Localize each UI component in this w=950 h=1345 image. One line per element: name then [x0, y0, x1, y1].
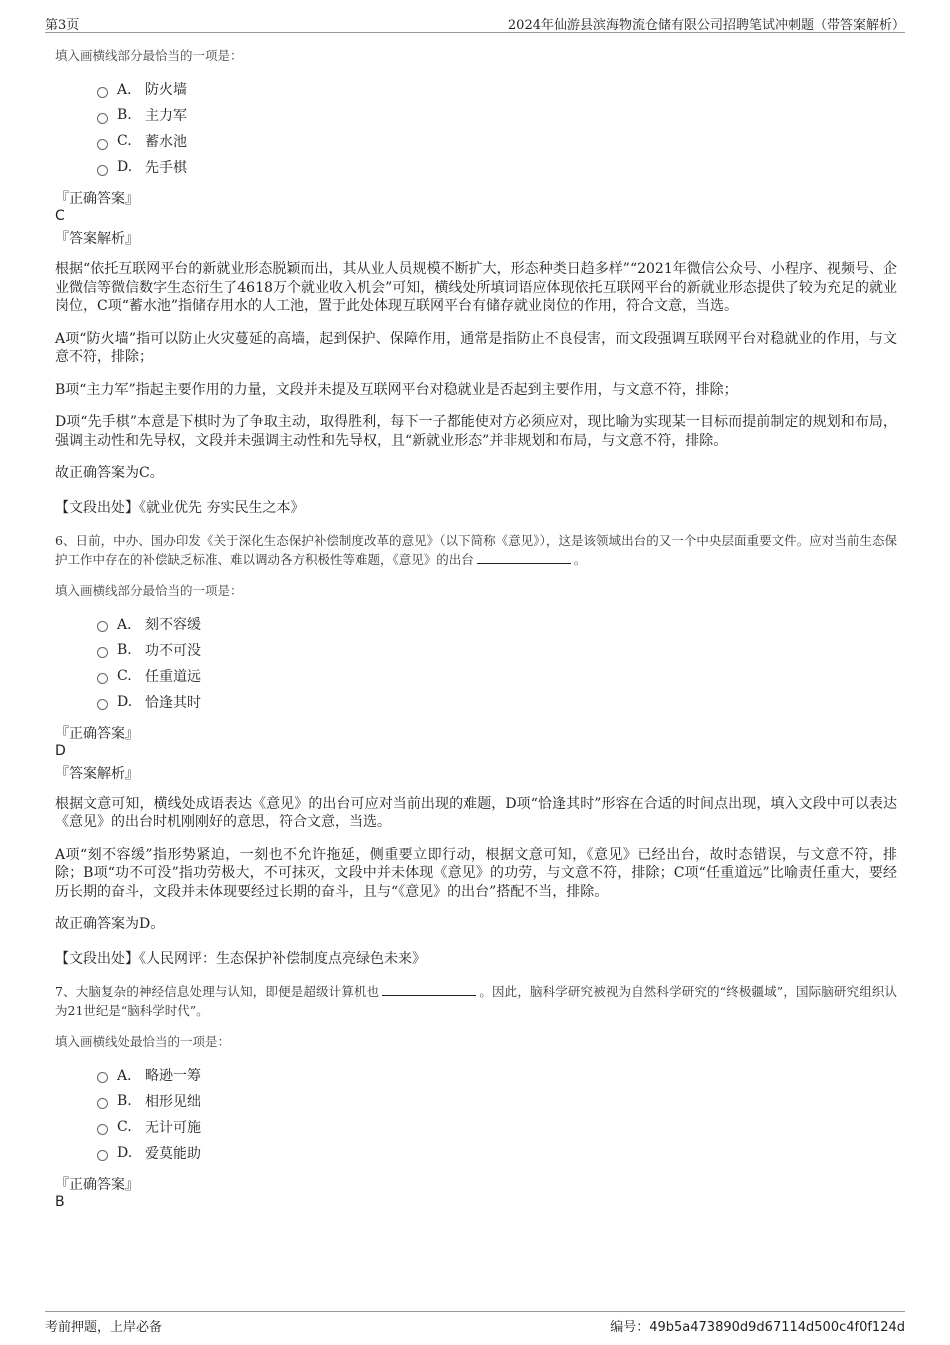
answer-label: 『正确答案』 [55, 725, 139, 742]
q5-options [97, 76, 897, 180]
option-item[interactable] [97, 1114, 897, 1140]
analysis-conclusion: 故正确答案为C。 [55, 465, 164, 481]
document-code [610, 1316, 905, 1335]
option-item[interactable] [97, 76, 897, 102]
source-citation: 【文段出处】《就业优先 夯实民生之本》 [55, 499, 305, 516]
q5-prompt: 填入画横线部分最恰当的一项是： [55, 48, 243, 63]
option-item[interactable] [97, 128, 897, 154]
option-item[interactable] [97, 1088, 897, 1114]
option-item[interactable] [97, 637, 897, 663]
option-letter: D. [117, 693, 133, 710]
option-text: 防火墙 [145, 82, 187, 98]
option-letter: A． [117, 616, 142, 633]
option-text: 略逊一筹 [145, 1067, 201, 1084]
question-stem-end: 。因此，脑科学研究被视为自然科学研究的“终极疆域”，国际脑研究组织认为21世纪是“脑科学时代”。 [55, 983, 897, 1018]
radio-icon[interactable] [97, 1124, 108, 1135]
radio-icon[interactable] [97, 1150, 108, 1161]
option-item[interactable] [97, 663, 897, 689]
option-letter: C. [117, 133, 132, 149]
option-text: 任重道远 [145, 668, 201, 685]
page-header [45, 12, 905, 33]
option-text: 相形见绌 [145, 1093, 201, 1110]
radio-icon[interactable] [97, 1072, 108, 1083]
page-footer [45, 1311, 905, 1336]
option-text: 主力军 [145, 108, 187, 124]
option-text: 爱莫能助 [145, 1145, 201, 1162]
analysis-label: 『答案解析』 [55, 765, 139, 782]
option-text: 功不可没 [145, 642, 201, 659]
q6-prompt: 填入画横线部分最恰当的一项是： [55, 582, 243, 598]
option-letter: C. [117, 1118, 132, 1135]
answer-value: D [55, 742, 66, 759]
radio-icon[interactable] [97, 621, 108, 632]
fill-blank [382, 983, 476, 996]
answer-label: 『正确答案』 [55, 191, 139, 207]
option-item[interactable] [97, 154, 897, 180]
radio-icon[interactable] [97, 165, 108, 176]
document-title: 2024年仙游县滨海物流仓储有限公司招聘笔试冲刺题（带答案解析） [507, 18, 905, 33]
question-stem: 7、大脑复杂的神经信息处理与认知，即便是超级计算机也 [55, 983, 380, 999]
radio-icon[interactable] [97, 673, 108, 684]
question-stem: 6、日前，中办、国办印发《关于深化生态保护补偿制度改革的意见》（以下简称《意见》），这是该领域出台的又一个中央层面重要文件。应对当前生态保护工作中存在的补偿缺乏标准、难以调动各方积极性等难题，《意见》的出台 [55, 532, 897, 567]
answer-value: C [55, 208, 65, 224]
q7-prompt: 填入画横线处最恰当的一项是： [55, 1033, 231, 1049]
analysis-paragraph: A项“刻不容缓”指形势紧迫，一刻也不允许拖延，侧重要立即行动，根据文意可知，《意见》已经出台，故时态错误，与文意不符，排除；B项“功不可没”指功劳极大，不可抹灭，文段中并未体现《意见》的功劳，与文意不符，排除；C项“任重道远”比喻责任重大，要经历长期的奋斗，文段并未体现要经过长期的奋斗，且与“《意见》的出台”搭配不当，排除。 [55, 846, 897, 900]
option-letter: B. [117, 1092, 132, 1109]
question-text [55, 982, 897, 1020]
source-citation: 【文段出处】《人民网评：生态保护补偿制度点亮绿色未来》 [55, 950, 426, 967]
option-letter: B. [117, 641, 132, 658]
option-item[interactable] [97, 102, 897, 128]
option-text: 刻不容缓 [145, 616, 201, 633]
analysis-label: 『答案解析』 [55, 231, 139, 247]
option-letter: D. [117, 1144, 133, 1161]
page-number: 第3页 [45, 18, 80, 33]
option-letter: A． [117, 82, 142, 98]
radio-icon[interactable] [97, 699, 108, 710]
footer-slogan: 考前押题，上岸必备 [45, 1320, 163, 1335]
option-text: 蓄水池 [145, 134, 187, 150]
option-letter: D. [117, 159, 133, 175]
option-letter: C. [117, 667, 132, 684]
analysis-conclusion: 故正确答案为D。 [55, 916, 165, 932]
option-letter: B. [117, 107, 132, 123]
option-text: 先手棋 [145, 160, 187, 176]
code-value: 49b5a473890d9d67114d500c4f0f124d [649, 1320, 905, 1335]
answer-label: 『正确答案』 [55, 1176, 139, 1193]
answer-value: B [55, 1193, 65, 1210]
q6-options [97, 611, 897, 715]
radio-icon[interactable] [97, 113, 108, 124]
analysis-paragraph: A项“防火墙”指可以防止火灾蔓延的高墙，起到保护、保障作用，通常是指防止不良侵害，而文段强调互联网平台对稳就业的作用，与文意不符，排除； [55, 330, 897, 365]
option-text: 无计可施 [145, 1119, 201, 1136]
option-letter: A． [117, 1067, 142, 1084]
radio-icon[interactable] [97, 647, 108, 658]
analysis-paragraph: D项“先手棋”本意是下棋时为了争取主动，取得胜利，每下一子都能使对方必须应对，现比喻为实现某一目标而提前制定的规划和布局，强调主动性和先导权，文段并未强调主动性和先导权，且“新就业形态”并非规划和布局，与文意不符，排除。 [55, 414, 897, 449]
radio-icon[interactable] [97, 87, 108, 98]
analysis-paragraph: B项“主力军”指起主要作用的力量，文段并未提及互联网平台对稳就业是否起到主要作用，与文意不符，排除； [55, 381, 738, 398]
radio-icon[interactable] [97, 139, 108, 150]
question-stem-end: 。 [573, 551, 587, 567]
option-item[interactable] [97, 689, 897, 715]
radio-icon[interactable] [97, 1098, 108, 1109]
option-item[interactable] [97, 1062, 897, 1088]
analysis-paragraph: 根据“依托互联网平台的新就业形态脱颖而出，其从业人员规模不断扩大，形态种类日趋多样”“2021年微信公众号、小程序、视频号、企业微信等微信数字生态衍生了4618万个就业收入机会”可知，横线处所填词语应体现依托互联网平台的新就业形态提供了较为充足的就业岗位，C项“蓄水池”指储存用水的人工池，置于此处体现互联网平台有储存就业岗位的作用，符合文意，当选。 [55, 261, 897, 314]
analysis-paragraph: 根据文意可知，横线处成语表达《意见》的出台可应对当前出现的难题，D项“恰逢其时”形容在合适的时间点出现，填入文段中可以表达《意见》的出台时机刚刚好的意思，符合文意，当选。 [55, 795, 897, 830]
fill-blank [477, 551, 571, 564]
document-body [55, 46, 897, 1214]
option-text: 恰逢其时 [145, 694, 201, 711]
option-item[interactable] [97, 611, 897, 637]
code-label: 编号： [610, 1320, 650, 1335]
option-item[interactable] [97, 1140, 897, 1166]
question-text [55, 531, 897, 569]
q7-options [97, 1062, 897, 1166]
